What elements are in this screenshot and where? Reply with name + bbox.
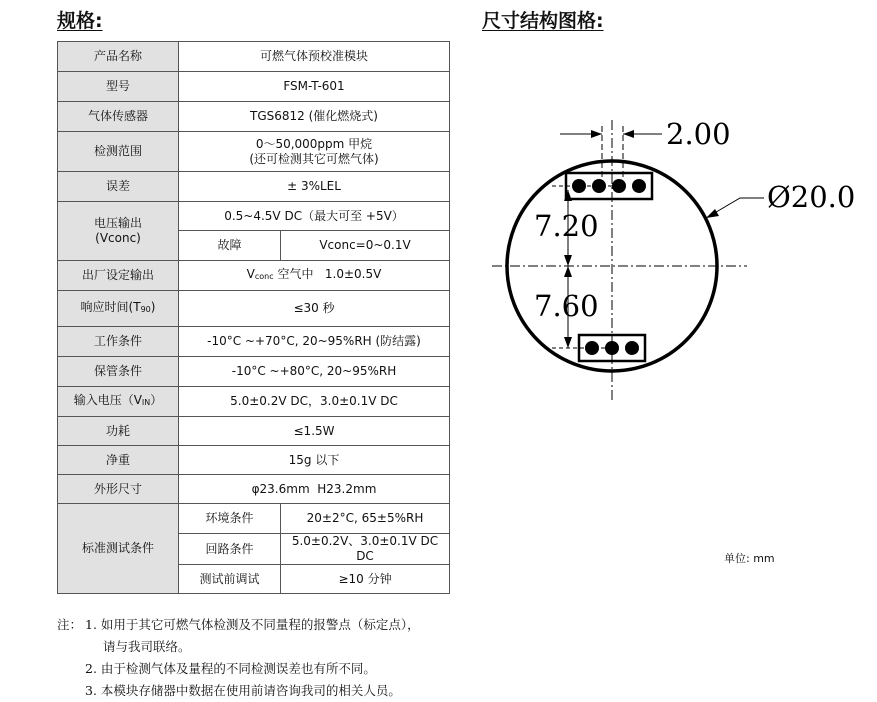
dimension-diagram [482, 90, 862, 410]
diameter-arrow [706, 209, 719, 218]
lower-pin [625, 341, 639, 355]
sensor-value: TGS6812 (催化燃烧式) [179, 102, 450, 132]
response-time-label-end: ) [150, 300, 156, 314]
input-voltage-value: 5.0±0.2V DC，3.0±0.1V DC [179, 387, 450, 417]
upper-pin [632, 179, 646, 193]
voltage-output-label-line2: (Vconc) [95, 231, 141, 245]
range-label: 检测范围 [58, 132, 179, 172]
storage-value: -10°C ~+80°C, 20~95%RH [179, 357, 450, 387]
table-row [58, 327, 450, 357]
power-label: 功耗 [58, 417, 179, 446]
model-label: 型号 [58, 72, 179, 102]
note-2: 2. 由于检测气体及量程的不同检测误差也有所不同。 [85, 661, 376, 676]
table-row [58, 72, 450, 102]
dim-lower-arrow-top [564, 266, 572, 277]
env-label: 环境条件 [179, 504, 281, 534]
error-value: ± 3%LEL [179, 172, 450, 202]
operating-value: -10°C ~+70°C, 20~95%RH (防结露) [179, 327, 450, 357]
unit-note: 单位: mm [724, 552, 775, 565]
circuit-value: 5.0±0.2V、3.0±0.1V DC DC [281, 534, 450, 565]
dim-upper-arrow-bottom [564, 255, 572, 266]
upper-pin [612, 179, 626, 193]
dim-top-arrow-left [591, 130, 602, 138]
upper-pin [592, 179, 606, 193]
voltage-output-label-line1: 电压输出 [93, 216, 142, 230]
storage-label: 保管条件 [58, 357, 179, 387]
env-value: 20±2°C, 65±5%RH [281, 504, 450, 534]
input-voltage-label-main: 输入电压（V [73, 393, 142, 407]
factory-output-label: 出厂设定输出 [58, 261, 179, 291]
product-name-label: 产品名称 [58, 42, 179, 72]
notes-prefix: 注： [57, 617, 83, 632]
dim-diameter-label: Ø20.0 [767, 180, 856, 214]
note-1: 1. 如用于其它可燃气体检测及不同量程的报警点（标定点）， [85, 617, 420, 632]
upper-pin [572, 179, 586, 193]
dim-lower-arrow-bottom [564, 337, 572, 348]
weight-label: 净重 [58, 446, 179, 475]
dimension-heading: 尺寸结构图格: [482, 10, 604, 32]
input-voltage-label [58, 387, 179, 417]
table-row [58, 446, 450, 475]
range-value-line1: 0～50,000ppm 甲烷 [255, 136, 373, 151]
table-row [58, 357, 450, 387]
response-time-label [58, 291, 179, 327]
lower-pins [585, 341, 639, 355]
table-row [58, 387, 450, 417]
factory-output-value [179, 261, 450, 291]
fault-value: Vconc=0~0.1V [281, 231, 450, 261]
error-label: 误差 [58, 172, 179, 202]
dim-lower-label: 7.60 [534, 289, 599, 323]
voltage-output-value: 0.5~4.5V DC（最大可至 +5V） [179, 202, 450, 231]
table-row [58, 291, 450, 327]
factory-output-sub: conc [254, 272, 274, 281]
table-row [58, 172, 450, 202]
input-voltage-label-end: ） [150, 393, 163, 407]
fault-label: 故障 [179, 231, 281, 261]
lower-pin [585, 341, 599, 355]
factory-output-rest: 空气中 1.0±0.5V [273, 267, 382, 281]
voltage-output-label [58, 202, 179, 261]
note-1-continued: 请与我司联络。 [103, 639, 191, 654]
dimensions-label: 外形尺寸 [58, 475, 179, 504]
spec-table [57, 41, 450, 594]
operating-label: 工作条件 [58, 327, 179, 357]
table-row [58, 475, 450, 504]
table-row [58, 42, 450, 72]
table-row [58, 202, 450, 231]
table-row [58, 261, 450, 291]
model-value: FSM-T-601 [179, 72, 450, 102]
power-value: ≤1.5W [179, 417, 450, 446]
dim-top-label: 2.00 [666, 117, 731, 151]
range-value-line2: (还可检测其它可燃气体) [249, 151, 379, 166]
circuit-label: 回路条件 [179, 534, 281, 565]
pretest-label: 测试前调试 [179, 565, 281, 594]
lower-pin [605, 341, 619, 355]
pretest-value: ≥10 分钟 [281, 565, 450, 594]
note-3: 3. 本模块存储器中数据在使用前请咨询我司的相关人员。 [85, 683, 401, 698]
spec-heading: 规格: [57, 10, 103, 32]
product-name-value: 可燃气体预校准模块 [179, 42, 450, 72]
dim-upper-label: 7.20 [534, 209, 599, 243]
dim-top-arrow-right [623, 130, 634, 138]
weight-value: 15g 以下 [179, 446, 450, 475]
table-row [58, 504, 450, 534]
test-conditions-label: 标准测试条件 [58, 504, 179, 594]
input-voltage-label-sub: IN [141, 398, 151, 407]
response-time-label-sub: 90 [140, 305, 151, 314]
table-row [58, 132, 450, 172]
response-time-label-main: 响应时间(T [80, 300, 141, 314]
dimensions-value: φ23.6mm H23.2mm [179, 475, 450, 504]
sensor-label: 气体传感器 [58, 102, 179, 132]
range-value [179, 132, 450, 172]
table-row [58, 417, 450, 446]
table-row [58, 102, 450, 132]
response-time-value: ≤30 秒 [179, 291, 450, 327]
factory-output-v: V [246, 267, 255, 281]
